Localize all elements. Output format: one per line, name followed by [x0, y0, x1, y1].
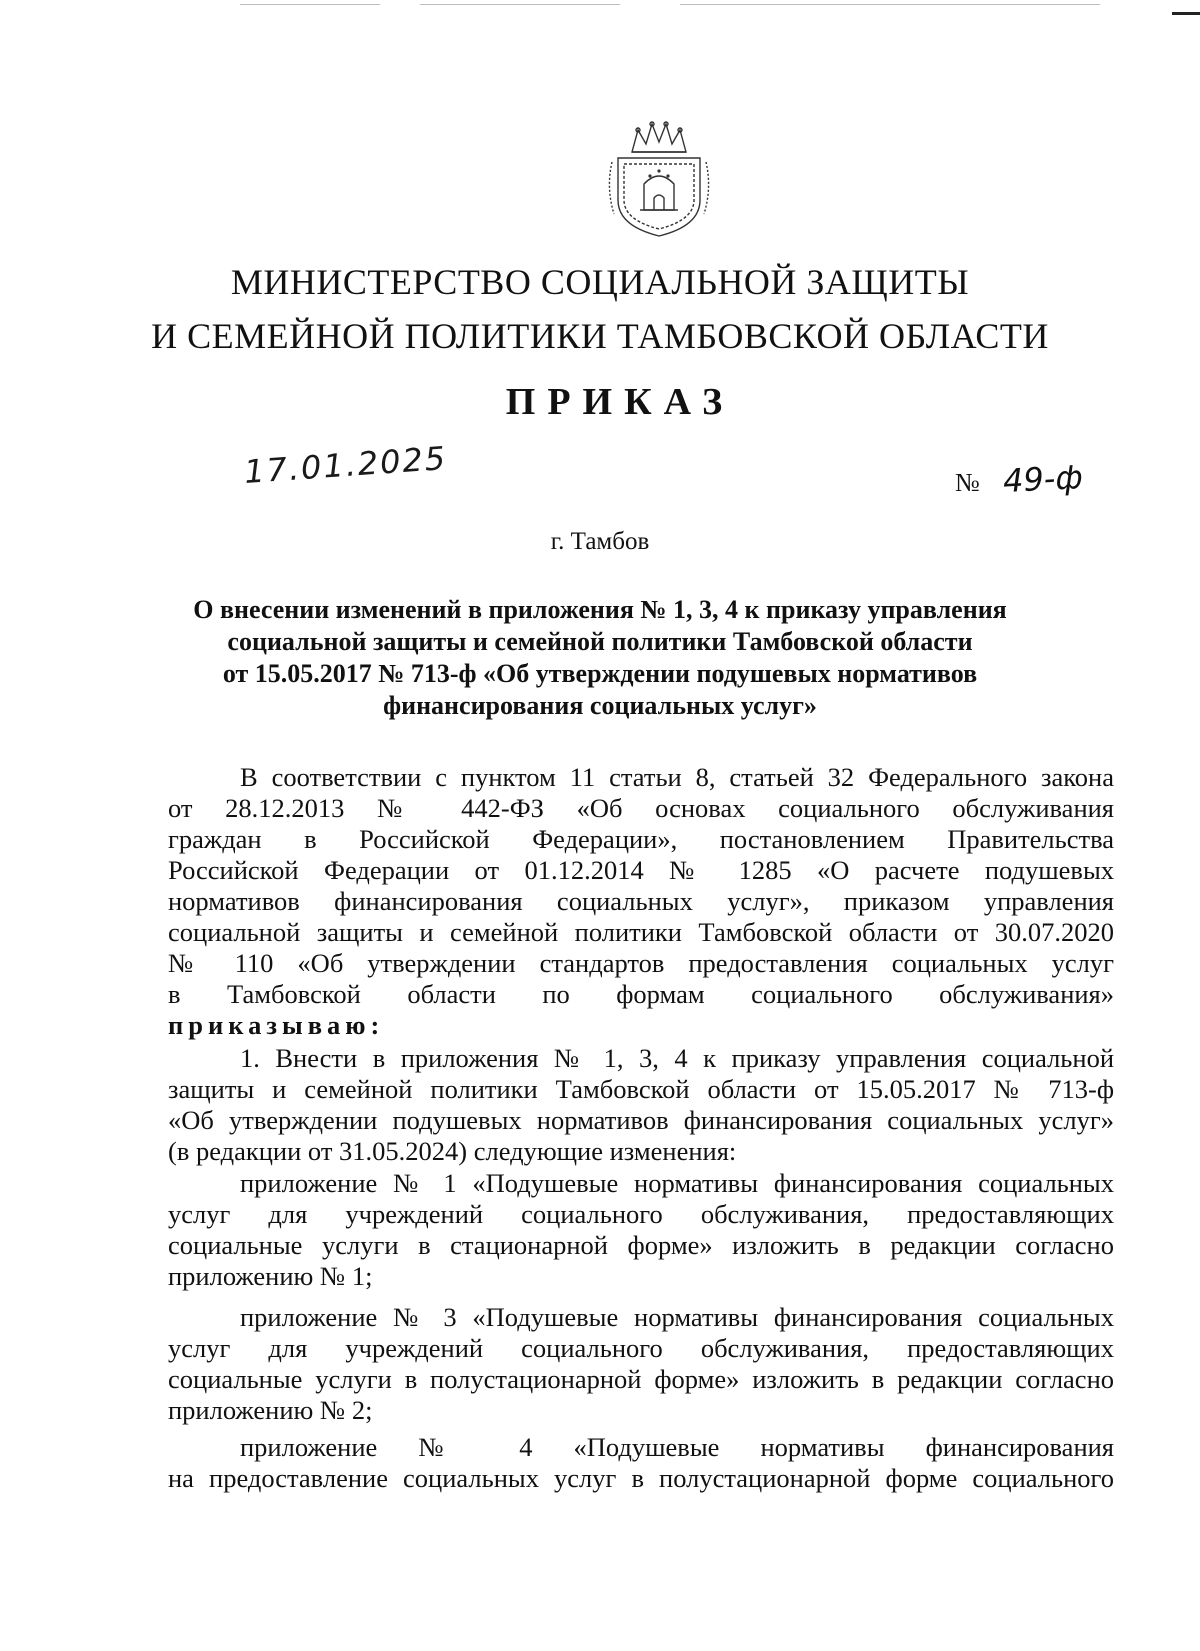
item-1-line: (в редакции от 31.05.2024) следующие изменения:	[168, 1136, 737, 1166]
annex-3-line: услуг для учреждений социального обслуживания, предоставляющих	[168, 1333, 1114, 1363]
subject-line: от 15.05.2017 № 713-ф «Об утверждении подушевых нормативов	[222, 659, 978, 688]
annex-1-line: социальные услуги в стационарной форме» изложить в редакции согласно	[168, 1230, 1114, 1260]
subject-line: О внесении изменений в приложения № 1, 3, 4 к приказу управления	[193, 595, 1007, 624]
preamble-line: граждан в Российской Федерации», постановлением Правительства	[168, 824, 1114, 854]
annex-1-paragraph	[168, 1168, 1114, 1292]
annex-1-line: приложение № 1 «Подушевые нормативы финансирования социальных	[240, 1168, 1114, 1198]
preamble-line: от 28.12.2013 № 442-ФЗ «Об основах социального обслуживания	[168, 793, 1114, 823]
annex-1-line: приложению № 1;	[168, 1261, 373, 1291]
item-1-line: 1. Внести в приложения № 1, 3, 4 к приказу управления социальной	[240, 1043, 1114, 1073]
annex-3-paragraph	[168, 1302, 1114, 1426]
ministry-name-line1: МИНИСТЕРСТВО СОЦИАЛЬНОЙ ЗАЩИТЫ	[230, 262, 970, 302]
preamble-line: Российской Федерации от 01.12.2014 № 1285 «О расчете подушевых	[168, 855, 1114, 885]
item-1-paragraph	[168, 1043, 1114, 1167]
annex-3-line: приложению № 2;	[168, 1395, 373, 1425]
preamble-line: В соответствии с пунктом 11 статьи 8, статьей 32 Федерального закона	[240, 762, 1114, 792]
preamble-line: в Тамбовской области по формам социального обслуживания»	[168, 979, 1114, 1009]
annex-3-line: приложение № 3 «Подушевые нормативы финансирования социальных	[240, 1302, 1114, 1332]
item-1-line: «Об утверждении подушевых нормативов финансирования социальных услуг»	[168, 1105, 1114, 1135]
handwritten-date: 17.01.2025	[242, 438, 449, 492]
item-1-line: защиты и семейной политики Тамбовской области от 15.05.2017 № 713-ф	[168, 1074, 1114, 1104]
scan-artifact-line	[240, 4, 380, 5]
preamble-line: нормативов финансирования социальных услуг», приказом управления	[168, 886, 1114, 916]
subject-line: социальной защиты и семейной политики Тамбовской области	[227, 627, 973, 656]
handwritten-order-number: 49-ф	[1002, 457, 1084, 501]
preamble-paragraph	[168, 762, 1114, 1041]
preamble-line: № 110 «Об утверждении стандартов предоставления социальных услуг	[168, 948, 1114, 978]
annex-4-paragraph	[168, 1432, 1114, 1494]
annex-4-line: приложение № 4 «Подушевые нормативы финансирования	[240, 1432, 1114, 1462]
annex-1-line: услуг для учреждений социального обслуживания, предоставляющих	[168, 1199, 1114, 1229]
document-type-title: ПРИКАЗ	[505, 381, 735, 423]
annex-3-line: социальные услуги в полустационарной форме» изложить в редакции согласно	[168, 1364, 1114, 1394]
annex-4-line: на предоставление социальных услуг в полустационарной форме социального	[168, 1463, 1114, 1493]
subject-line: финансирования социальных услуг»	[383, 691, 817, 720]
order-verb: приказываю:	[168, 1010, 385, 1040]
scan-artifact-line	[680, 4, 1100, 5]
coat-of-arms-icon	[604, 118, 714, 240]
number-label: №	[955, 468, 980, 497]
order-subject	[0, 594, 1200, 722]
date-stroke	[244, 478, 449, 479]
preamble-line: социальной защиты и семейной политики Тамбовской области от 30.07.2020	[168, 917, 1114, 947]
city-line: г. Тамбов	[550, 528, 650, 555]
ministry-name-line2: И СЕМЕЙНОЙ ПОЛИТИКИ ТАМБОВСКОЙ ОБЛАСТИ	[151, 316, 1049, 356]
scan-artifact-line	[420, 4, 620, 5]
scan-corner-mark	[1172, 12, 1200, 15]
